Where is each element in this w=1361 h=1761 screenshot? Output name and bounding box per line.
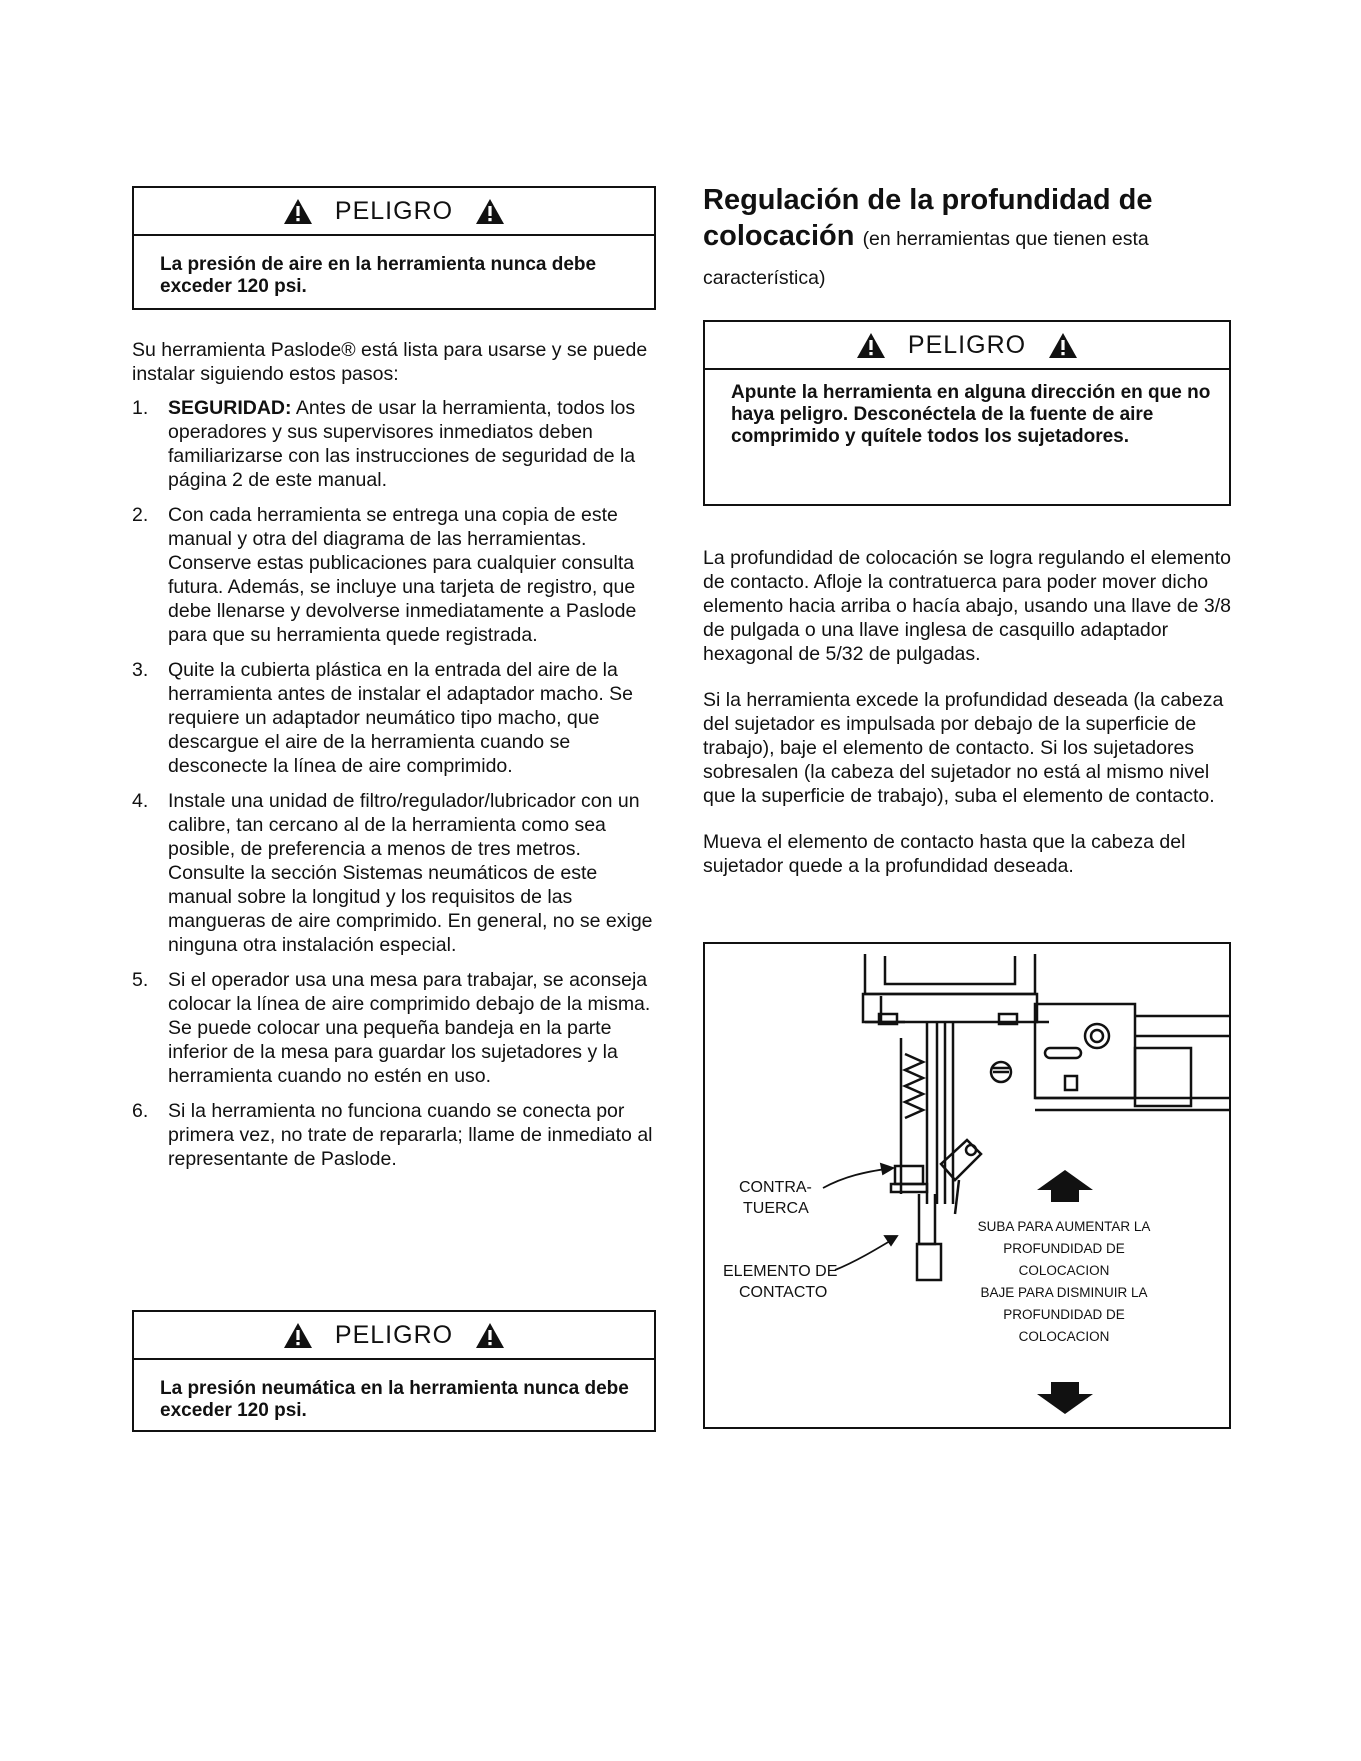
list-item <box>132 658 656 778</box>
step-number: 4. <box>132 790 149 812</box>
left-column <box>132 186 656 1421</box>
step-number: 2. <box>132 504 149 526</box>
danger-box-2 <box>132 1310 656 1432</box>
right-column <box>703 182 1231 1344</box>
setup-steps <box>132 396 656 1171</box>
warning-triangle-icon <box>1048 332 1078 359</box>
arrow-down-icon <box>1035 1378 1095 1418</box>
caption-up-line-1: SUBA PARA AUMENTAR LA <box>977 1219 1151 1234</box>
depth-caption <box>949 1216 1179 1348</box>
contact-element-label-line-1: ELEMENTO DE <box>723 1263 838 1280</box>
step-text: Si la herramienta no funciona cuando se conecta por primera vez, no trate de repararla; llame de inmediato al representante de Paslode. <box>168 1100 653 1170</box>
locknut-label-line-1: CONTRA- <box>739 1179 812 1196</box>
warning-triangle-icon <box>283 198 313 225</box>
depth-paragraph-2: Si la herramienta excede la profundidad deseada (la cabeza del sujetador es impulsada por debajo de la superficie de trabajo), baje el elemento de contacto. Si los sujetadores sobresalen (la cabeza del sujetador no está al mismo nivel que la superficie de trabajo), suba el elemento de contacto. <box>703 689 1224 807</box>
danger-heading: PELIGRO <box>334 1320 454 1349</box>
caption-down-line-3: COLOCACION <box>1018 1329 1110 1344</box>
danger-heading: PELIGRO <box>907 330 1027 359</box>
step-text: Instale una unidad de filtro/regulador/lubricador con un calibre, tan cercano al de la herramienta como sea posible, de preferencia a menos de tres metros. Consulte la sección Sistemas neumáticos de este manual sobre la longitud y los requisitos de las mangueras de aire comprimido. En general, no se exige ninguna otra instalación especial. <box>168 790 653 956</box>
danger-header <box>134 1312 654 1360</box>
depth-paragraph-3: Mueva el elemento de contacto hasta que la cabeza del sujetador quede a la profundidad deseada. <box>703 831 1186 877</box>
list-item <box>132 396 656 492</box>
caption-up-line-3: COLOCACION <box>1018 1263 1110 1278</box>
arrow-up-icon <box>1035 1168 1095 1208</box>
danger-text: La presión de aire en la herramienta nunca debe exceder 120 psi. <box>160 254 597 297</box>
step-text: Con cada herramienta se entrega una copia de este manual y otra del diagrama de las herramientas. Conserve estas publicaciones para cualquier consulta futura. Además, se incluye una tarjeta de registro, que debe llenarse y devolverse inmediatamente a Paslode para que su herramienta quede registrada. <box>168 504 637 646</box>
caption-up-line-2: PROFUNDIDAD DE <box>1003 1241 1125 1256</box>
caption-down-line-1: BAJE PARA DISMINUIR LA <box>980 1285 1148 1300</box>
danger-box-1 <box>132 186 656 310</box>
list-item <box>132 1099 656 1171</box>
list-item <box>132 968 656 1088</box>
step-number: 6. <box>132 1100 149 1122</box>
section-title <box>703 182 1231 296</box>
section-title-text: Regulación de la profundidad de colocación <box>703 184 1153 252</box>
step-lead: SEGURIDAD: <box>168 397 292 419</box>
caption-down-line-2: PROFUNDIDAD DE <box>1003 1307 1125 1322</box>
danger-text: La presión neumática en la herramienta nunca debe exceder 120 psi. <box>160 1378 629 1421</box>
danger-text: Apunte la herramienta en alguna dirección en que no haya peligro. Desconéctela de la fuente de aire comprimido y quítele todos los sujetadores. <box>731 382 1211 447</box>
danger-heading: PELIGRO <box>334 196 454 225</box>
step-number: 5. <box>132 969 149 991</box>
locknut-label-line-2: TUERCA <box>743 1200 809 1217</box>
list-item <box>132 789 656 957</box>
warning-triangle-icon <box>475 1322 505 1349</box>
intro-paragraph: Su herramienta Paslode® está lista para usarse y se puede instalar siguiendo estos pasos: <box>132 339 648 385</box>
warning-triangle-icon <box>856 332 886 359</box>
step-text: Quite la cubierta plástica en la entrada del aire de la herramienta antes de instalar el adaptador macho. Se requiere un adaptador neumático tipo macho, que descargue el aire de la herramienta cuando se desconecte la línea de aire comprimido. <box>168 659 634 777</box>
depth-adjust-figure <box>703 942 1231 1429</box>
step-text: Antes de usar la herramienta, todos los operadores y sus supervisores inmediatos deben familiarizarse con las instrucciones de seguridad de la página 2 de este manual. <box>168 397 636 491</box>
warning-triangle-icon <box>283 1322 313 1349</box>
depth-paragraph-1: La profundidad de colocación se logra regulando el elemento de contacto. Afloje la contratuerca para poder mover dicho elemento hacia arriba o hacía abajo, usando una llave de 3/8 de pulgada o una llave inglesa de casquillo adaptador hexagonal de 5/32 de pulgadas. <box>703 547 1231 665</box>
section-title-note: (en herramientas que tienen esta característica) <box>703 228 1149 289</box>
danger-header <box>705 322 1229 370</box>
contact-element-label-line-2: CONTACTO <box>739 1284 828 1301</box>
danger-box-3 <box>703 320 1231 506</box>
list-item <box>132 503 656 647</box>
step-text: Si el operador usa una mesa para trabajar, se aconseja colocar la línea de aire comprimido debajo de la misma. Se puede colocar una pequeña bandeja en la parte inferior de la mesa para guardar los sujetadores y la herramienta cuando no estén en uso. <box>168 969 651 1087</box>
step-number: 1. <box>132 397 149 419</box>
warning-triangle-icon <box>475 198 505 225</box>
danger-header <box>134 188 654 236</box>
step-number: 3. <box>132 659 149 681</box>
